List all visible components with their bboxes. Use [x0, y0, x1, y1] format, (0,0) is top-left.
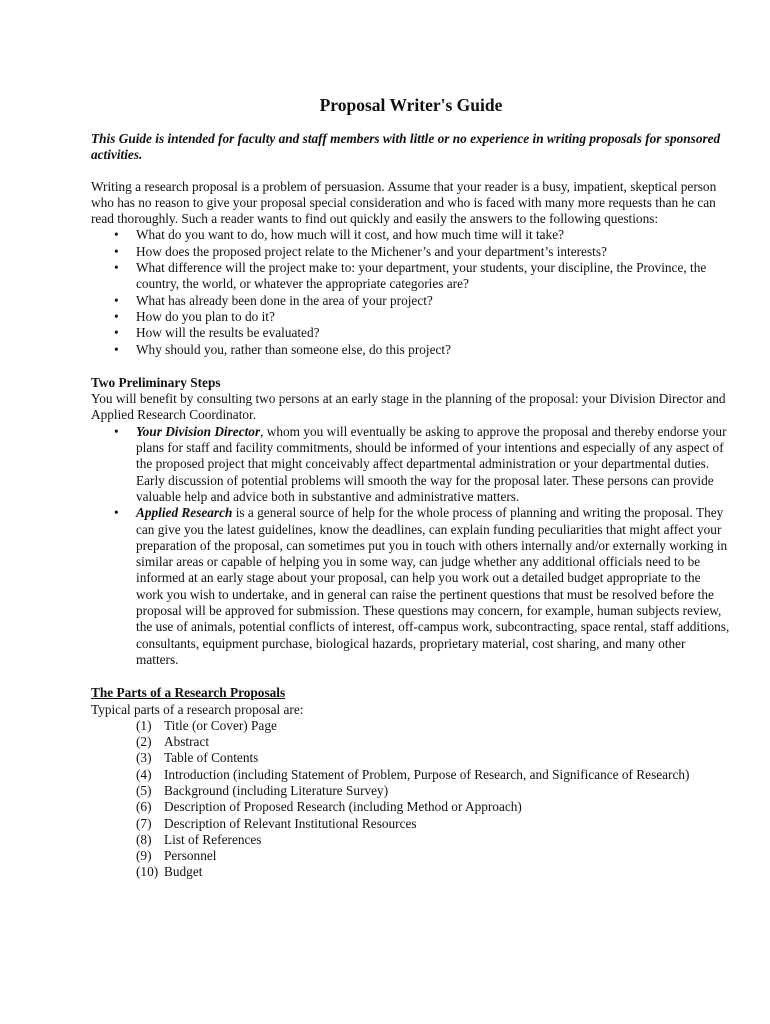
item-number: (9): [136, 848, 152, 864]
bullet-icon: •: [114, 260, 119, 276]
item-label: Budget: [164, 864, 203, 880]
item-number: (3): [136, 750, 152, 766]
list-item: [91, 342, 731, 358]
parts-heading: The Parts of a Research Proposals: [91, 685, 286, 701]
list-item: [91, 799, 731, 815]
bullet-icon: •: [114, 505, 119, 521]
list-item: [91, 505, 731, 668]
preliminary-steps-list: [91, 424, 731, 668]
item-label: Description of Relevant Institutional Resources: [164, 815, 417, 831]
question-text: How will the results be evaluated?: [136, 325, 320, 341]
list-item: [91, 325, 731, 341]
applied-research-term: Applied Research: [136, 505, 233, 521]
preliminary-steps-heading: Two Preliminary Steps: [91, 374, 221, 390]
question-text: What difference will the project make to: your department, your students, your discipline, the Province, the country, the world, or whatever the appropriate categories are?: [136, 260, 707, 292]
list-item: [91, 718, 731, 734]
item-label: Introduction (including Statement of Problem, Purpose of Research, and Significance of Research): [164, 766, 690, 782]
document-content: [91, 94, 731, 881]
list-item: [91, 832, 731, 848]
bullet-icon: •: [114, 341, 119, 357]
applied-research-text: is a general source of help for the whole process of planning and writing the proposal. They can give you the latest guidelines, know the deadlines, can explain funding peculiarities that might affect your preparation of the proposal, can sometimes put you in touch with others internally and/or externally working in similar areas or capable of helping you in some way, can judge whether any additional officials need to be informed at an early stage about your proposal, can help you work out a detailed budget appropriate to the work you wish to undertake, and in general can raise the pertinent questions that must be resolved before the proposal will be approved for submission. These questions may concern, for example, human subjects review, the use of animals, potential conflicts of interest, off-campus work, subcontracting, space rental, staff additions, consultants, equipment purchase, biological hazards, proprietary material, cost sharing, and many other matters.: [136, 505, 730, 667]
bullet-icon: •: [114, 308, 119, 324]
item-number: (4): [136, 766, 152, 782]
bullet-icon: •: [114, 227, 119, 243]
item-number: (1): [136, 717, 152, 733]
bullet-icon: •: [114, 292, 119, 308]
list-item: [91, 783, 731, 799]
list-item: [91, 734, 731, 750]
question-text: How does the proposed project relate to the Michener’s and your department’s interests?: [136, 243, 607, 259]
division-director-term: Your Division Director: [136, 423, 261, 439]
item-label: List of References: [164, 831, 262, 847]
questions-list: [91, 227, 731, 357]
list-item: [91, 848, 731, 864]
item-number: (5): [136, 782, 152, 798]
item-label: Abstract: [164, 734, 210, 750]
intro-paragraph: This Guide is intended for faculty and staff members with little or no experience in writing proposals for sponsored activities.: [91, 131, 721, 163]
persuasion-paragraph: Writing a research proposal is a problem of persuasion. Assume that your reader is a busy, impatient, skeptical person who has no reason to give your proposal special consideration and who is faced with many more requests than he can read thoroughly. Such a reader wants to find out quickly and easily the answers to the following questions:: [91, 178, 717, 227]
item-number: (10): [136, 864, 159, 880]
question-text: What has already been done in the area of your project?: [136, 292, 433, 308]
parts-list: [91, 718, 731, 881]
item-number: (7): [136, 815, 152, 831]
item-number: (2): [136, 734, 152, 750]
list-item: [91, 309, 731, 325]
list-item: [91, 750, 731, 766]
item-label: Personnel: [164, 848, 217, 864]
list-item: [91, 227, 731, 243]
item-number: (8): [136, 831, 152, 847]
list-item: [91, 260, 731, 293]
question-text: What do you want to do, how much will it cost, and how much time will it take?: [136, 227, 565, 243]
list-item: [91, 864, 731, 880]
list-item: [91, 816, 731, 832]
question-text: How do you plan to do it?: [136, 308, 275, 324]
list-item: [91, 424, 731, 505]
item-label: Background (including Literature Survey): [164, 782, 389, 798]
page-title: Proposal Writer's Guide: [319, 95, 503, 115]
list-item: [91, 767, 731, 783]
division-director-text: , whom you will eventually be asking to approve the proposal and thereby endorse your plans for staff and facility commitments, should be informed of your intentions and especially of any aspect of the proposed project that might conceivably affect departmental administration or your departmental duties. Early discussion of potential problems will smooth the way for the proposal later. These persons can provide valuable help and advice both in substantive and administrative matters.: [136, 423, 727, 504]
parts-text: Typical parts of a research proposal are:: [91, 701, 304, 717]
bullet-icon: •: [114, 423, 119, 439]
item-label: Description of Proposed Research (including Method or Approach): [164, 799, 522, 815]
preliminary-steps-text: You will benefit by consulting two persons at an early stage in the planning of the proposal: your Division Director and Applied Research Coordinator.: [91, 391, 726, 423]
bullet-icon: •: [114, 243, 119, 259]
list-item: [91, 293, 731, 309]
item-label: Table of Contents: [164, 750, 259, 766]
bullet-icon: •: [114, 325, 119, 341]
item-label: Title (or Cover) Page: [164, 717, 277, 733]
question-text: Why should you, rather than someone else, do this project?: [136, 341, 451, 357]
list-item: [91, 244, 731, 260]
item-number: (6): [136, 799, 152, 815]
